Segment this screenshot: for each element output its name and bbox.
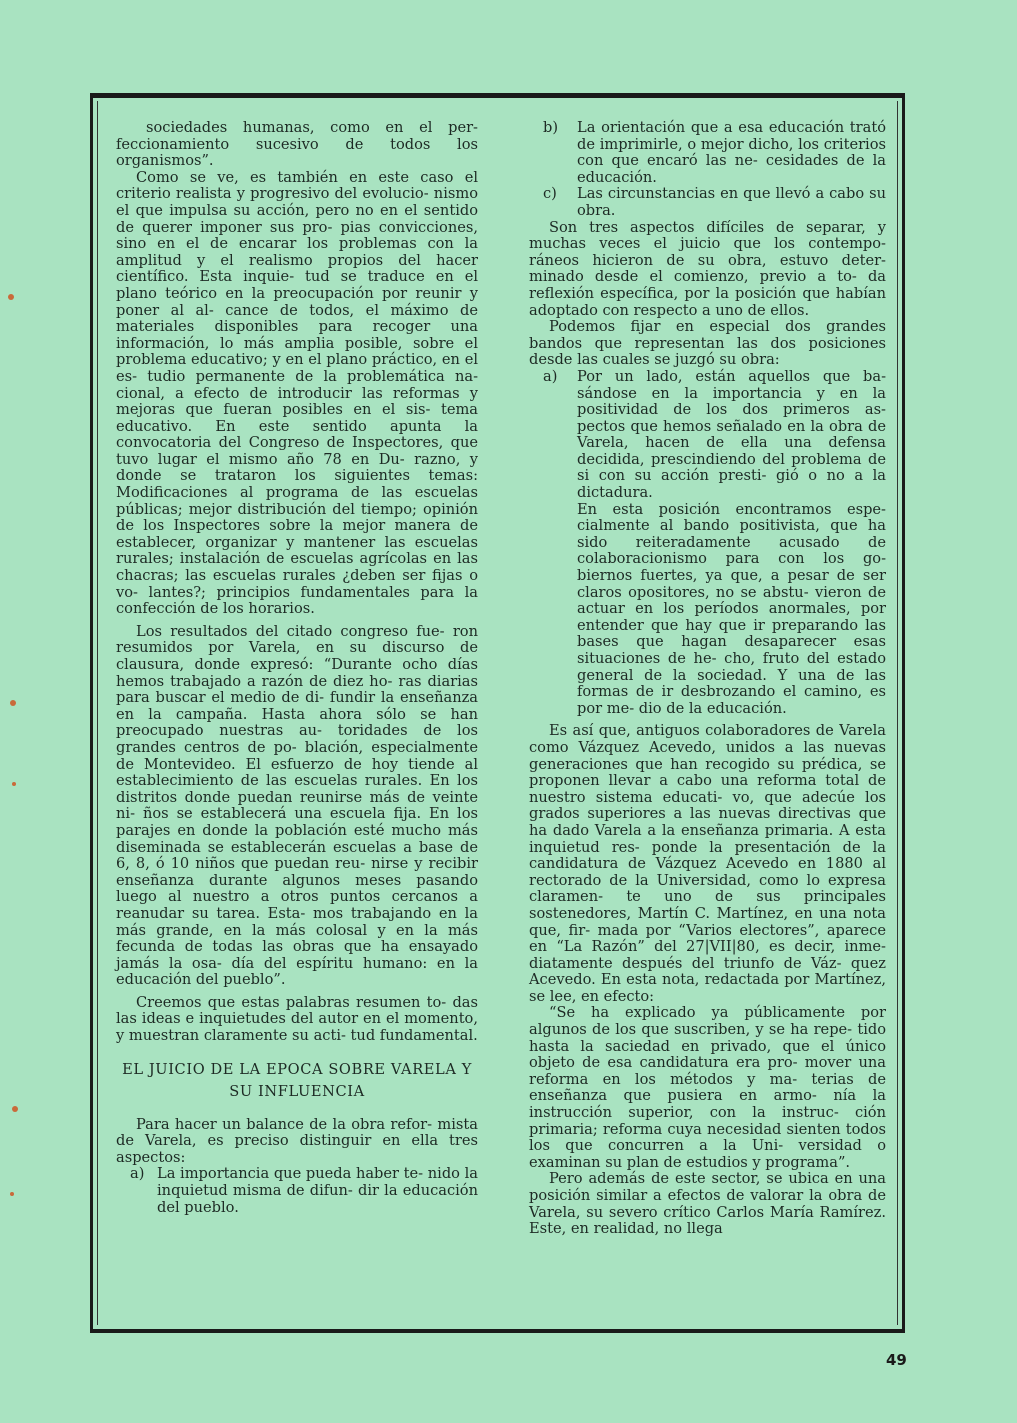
list-item-text: Por un lado, están aquellos que ba- sándose en la importancia y en la positividad de los dos primeros as- pectos que hemos señalado en la obra de Varela, hacen de ella una defensa decidida, prescindiendo del problema de si con su acción presti- gió o no a la dictadura. xyxy=(577,367,886,502)
list-item xyxy=(529,186,886,219)
paragraph: Creemos que estas palabras resumen to- das las ideas e inquietudes del autor en el momento, y muestran claramente su acti- tud fundamental. xyxy=(116,993,478,1045)
list-item-label: a) xyxy=(543,367,558,385)
paragraph: Pero además de este sector, se ubica en una posición similar a efectos de valorar la obra de Varela, su severo crítico Carlos María Ramírez. Este, en realidad, no llega xyxy=(529,1170,886,1238)
paragraph: Son tres aspectos difíciles de separar, y muchas veces el juicio que los contempo- ráneos hicieron de su obra, estuvo deter- minado desde el comienzo, previo a to- da reflexión específica, por la posición que habían adoptado con respecto a uno de ellos. xyxy=(529,218,886,319)
margin-speck xyxy=(8,294,14,300)
list-item-text: La orientación que a esa educación trató de imprimirle, o mejor dicho, los criterios con que encaró las ne- cesidades de la educación. xyxy=(577,119,886,186)
margin-speck xyxy=(12,782,16,786)
list-item xyxy=(529,120,886,186)
list-item xyxy=(116,1166,478,1216)
margin-speck xyxy=(12,1106,18,1112)
paragraph: Para hacer un balance de la obra refor- mista de Varela, es preciso distinguir en ella tres aspectos: xyxy=(116,1115,478,1166)
margin-speck xyxy=(10,1192,14,1196)
list-item xyxy=(529,369,886,502)
list-item-label: c) xyxy=(543,185,557,203)
margin-speck xyxy=(10,700,16,706)
paragraph: Es así que, antiguos colaboradores de Varela como Vázquez Acevedo, unidos a las nuevas generaciones que han recogido su prédica, se proponen llevar a cabo una reforma total de nuestro sistema educati- vo, que adecúe los grados superiores a las nuevas directivas que ha dado Varela a la enseñanza primaria. A esta inquietud res- ponde la presentación de la candidatura de Vázquez Acevedo en 1880 al rectorado de la Universidad, como lo expresa claramen- te uno de sus principales sostenedores, Martín C. Martínez, en una nota que, fir- mada por “Varios electores”, aparece en “La Razón” del 27|VII|80, es decir, inme- diatamente después del triunfo de Váz- quez Acevedo. En esta nota, redactada por Martínez, se lee, en efecto: xyxy=(529,722,886,1005)
right-column xyxy=(529,120,886,1238)
page-number: 49 xyxy=(886,1351,907,1369)
paragraph: Los resultados del citado congreso fue- ron resumidos por Varela, en su discurso de clausura, donde expresó: “Durante ocho días hemos trabajado a razón de diez ho- ras diarias para buscar el medio de di- fundir la enseñanza en la campaña. Hasta ahora sólo se han preocupado nuestras au- toridades de los grandes centros de po- blación, especialmente de Montevideo. El esfuerzo de hoy tiende al establecimiento de las escuelas rurales. En los distritos donde puedan reunirse más de veinte ni- ños se establecerá una escuela fija. En los parajes en donde la población esté mucho más diseminada se establecerán escuelas a base de 6, 8, ó 10 niños que puedan reu- nirse y recibir enseñanza durante algunos meses pasando luego al nuestro a otros puntos cercanos a reanudar su tarea. Esta- mos trabajando en la más grande, en la más colosal y en la más fecunda de todas las obras que ha ensayado jamás la osa- día del espíritu humano: en la educación del pueblo”. xyxy=(116,622,478,989)
list-item-text: La importancia que pueda haber te- nido la inquietud misma de difun- dir la educación del pueblo. xyxy=(157,1165,478,1216)
list-item-text: Las circunstancias en que llevó a cabo su obra. xyxy=(577,185,886,219)
paragraph: sociedades humanas, como en el per- feccionamiento sucesivo de todos los organismos”. xyxy=(116,119,478,170)
quote-paragraph: “Se ha explicado ya públicamente por algunos de los que suscriben, y se ha repe- tido hasta la saciedad en privado, que el único objeto de esa candidatura era pro- mover una reforma en los métodos y ma- terias de enseñanza que pusiera en armo- nía la instrucción superior, con la instruc- ción primaria; reforma cuya necesidad sienten todos los que concurren a la Uni- versidad o examinan su plan de estudios y programa”. xyxy=(529,1004,886,1171)
paragraph: Podemos fijar en especial dos grandes bandos que representan las dos posiciones desde las cuales se juzgó su obra: xyxy=(529,318,886,369)
list-item-label: a) xyxy=(130,1165,145,1183)
section-heading: EL JUICIO DE LA EPOCA SOBRE VARELA Y SU INFLUENCIA xyxy=(122,1060,472,1100)
list-item-label: b) xyxy=(543,119,559,136)
left-column xyxy=(116,120,478,1216)
list-item-continuation: En esta posición encontramos espe- cialmente al bando positivista, que ha sido reiteradamente acusado de colaboracionismo para con los go- biernos fuertes, ya que, a pesar de ser claros opositores, no se abstu- vieron de actuar en los períodos anormales, por entender que hay que ir preparando las bases que hagan desaparecer esas situaciones de he- cho, fruto del estado general de la sociedad. Y una de las formas de ir desbrozando el camino, es por me- dio de la educación. xyxy=(577,500,886,717)
paragraph: Como se ve, es también en este caso el criterio realista y progresivo del evolucio- nismo el que impulsa su acción, pero no en el sentido de querer imponer sus pro- pias convicciones, sino en el de encarar los problemas con la amplitud y el realismo propios del hacer científico. Esta inquie- tud se traduce en el plano teórico en la preocupación por reunir y poner al al- cance de todos, el máximo de materiales disponibles para recoger una información, lo más amplia posible, sobre el problema educativo; y en el plano práctico, en el es- tudio permanente de la problemática na- cional, a efecto de introducir las reformas y mejoras que fueran posibles en el sis- tema educativo. En este sentido apunta la convocatoria del Congreso de Inspectores, que tuvo lugar el mismo año 78 en Du- razno, y donde se trataron los siguientes temas: Modificaciones al programa de las escuelas públicas; mejor distribución del tiempo; opinión de los Inspectores sobre la mejor manera de establecer, organizar y mantener las escuelas rurales; instalación de escuelas agrícolas en las chacras; las escuelas rurales ¿deben ser fijas o vo- lantes?; principios fundamentales para la confección de los horarios. xyxy=(116,168,478,618)
